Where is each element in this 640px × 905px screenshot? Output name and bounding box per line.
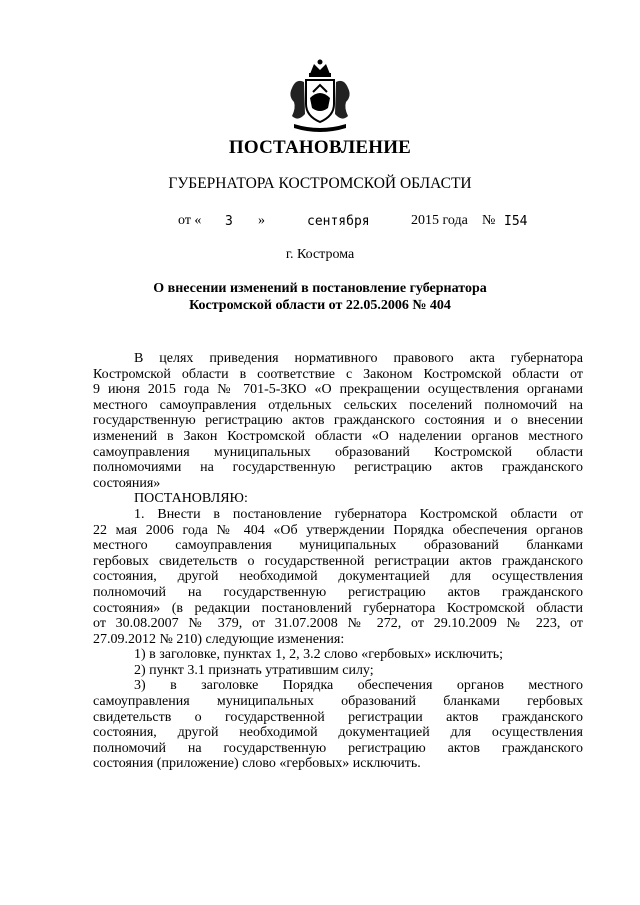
- body-line: состояния (приложение) слово «гербовых» исключить.: [93, 756, 421, 772]
- list-item: 3) в заголовке Порядка обеспечения органов местного: [134, 678, 583, 694]
- body-line: от 30.08.2007 № 379, от 31.07.2008 № 272, от 29.10.2009 № 223, от: [93, 616, 583, 632]
- heading-line: О внесении изменений в постановление губернатора: [153, 281, 487, 296]
- city: г. Кострома: [285, 247, 355, 262]
- body-line: изменений в Закон Костромской области «О наделении органов местного: [93, 428, 583, 444]
- body-line: состояния»: [93, 475, 161, 491]
- body-line: местного самоуправления муниципальных образований бланками: [93, 538, 583, 554]
- body-line: местного самоуправления отдельных сельских поселений полномочий на: [93, 397, 583, 413]
- heading-line: Костромской области от 22.05.2006 № 404: [189, 298, 451, 313]
- body-line: 9 июня 2015 года № 701-5-ЗКО «О прекращении осуществления органами: [93, 382, 583, 398]
- body-line: самоуправления муниципальных образований Костромской области: [93, 444, 583, 460]
- body-line: полномочиями на государственную регистрацию актов гражданского: [93, 460, 583, 476]
- document-body: [93, 351, 583, 772]
- list-item: 1) в заголовке, пунктах 1, 2, 3.2 слово «гербовых» исключить;: [134, 647, 504, 663]
- date-prefix: от «: [178, 213, 202, 228]
- body-line: полномочий на государственную регистрацию актов гражданского: [93, 584, 583, 600]
- document-title: ПОСТАНОВЛЕНИЕ: [228, 137, 412, 158]
- date-year: 2015 года: [411, 213, 468, 228]
- coat-of-arms-emblem: [286, 58, 354, 134]
- body-line: состояния, другой необходимой документацией для осуществления: [93, 569, 583, 585]
- body-line: 27.09.2012 № 210) следующие изменения:: [93, 631, 345, 647]
- resolution-word: ПОСТАНОВЛЯЮ:: [134, 491, 248, 507]
- body-line: 22 мая 2006 года № 404 «Об утверждении Порядка обеспечения органов: [93, 522, 583, 538]
- date-suffix: »: [258, 213, 265, 228]
- body-line: 1. Внести в постановление губернатора Костромской области от: [134, 506, 583, 522]
- date-day: 3: [225, 214, 233, 229]
- date-month: сентября: [307, 214, 370, 229]
- body-line: гербовых свидетельств о государственной регистрации актов гражданского: [93, 553, 583, 569]
- body-line: свидетельств о государственной регистрации актов гражданского: [93, 709, 583, 725]
- issuer-title: ГУБЕРНАТОРА КОСТРОМСКОЙ ОБЛАСТИ: [168, 175, 472, 192]
- document-number: I54: [504, 214, 528, 229]
- body-line: самоуправления муниципальных образований бланками гербовых: [93, 694, 583, 710]
- list-item: 2) пункт 3.1 признать утратившим силу;: [134, 662, 374, 678]
- number-prefix: №: [482, 213, 496, 228]
- document-heading: [100, 280, 540, 314]
- body-line: Костромской области в соответствие с Законом Костромской области от: [93, 366, 583, 382]
- body-line: В целях приведения нормативного правового акта губернатора: [134, 351, 583, 366]
- body-line: состояния, другой необходимой документацией для осуществления: [93, 725, 583, 741]
- body-line: полномочий на государственную регистрацию актов гражданского: [93, 740, 583, 756]
- body-line: состояния» (в редакции постановлений губернатора Костромской области: [93, 600, 583, 616]
- body-line: государственную регистрацию актов гражданского состояния и о внесении: [93, 413, 583, 429]
